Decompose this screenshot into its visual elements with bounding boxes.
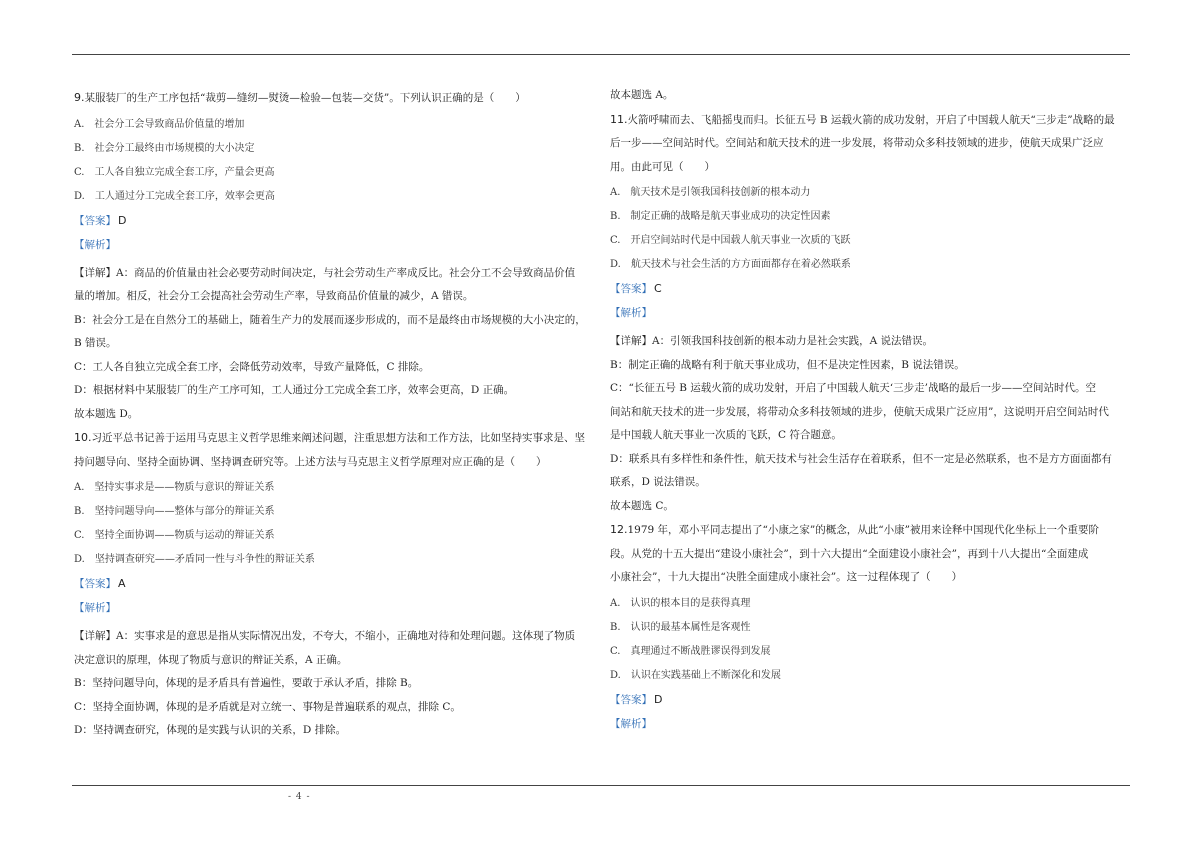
- question-11-analysis-line: B：制定正确的战略有利于航天事业成功，但不是决定性因素，B 说法错误。: [610, 358, 965, 371]
- question-9-stem: 9.某服装厂的生产工序包括“裁剪—缝纫—熨烫—检验—包装—交货”。下列认识正确的是（ ）: [74, 91, 526, 104]
- question-12-option-c: C. 真理通过不断战胜谬误得到发展: [610, 645, 771, 657]
- question-10-analysis-line: 决定意识的原理，体现了物质与意识的辩证关系，A 正确。: [74, 653, 348, 666]
- question-10-conclusion: 故本题选 A。: [610, 89, 674, 101]
- question-12-stem: 12.1979 年，邓小平同志提出了“小康之家”的概念，从此“小康”被用来诠释中国现代化坐标上一个重要阶: [610, 523, 1100, 536]
- question-11-stem-cont: 用。由此可见（ ）: [610, 160, 715, 173]
- question-10-stem-cont: 持问题导向、坚持全面协调、坚持调查研究等。上述方法与马克思主义哲学原理对应正确的是（ ）: [74, 455, 547, 468]
- question-9-analysis-line: 故本题选 D。: [74, 407, 139, 420]
- question-10-option-c: C. 坚持全面协调——物质与运动的辩证关系: [74, 530, 275, 541]
- question-12-answer: 【答案】 D: [610, 692, 663, 706]
- question-11-option-a: A. 航天技术是引领我国科技创新的根本动力: [610, 187, 811, 198]
- footer-rule: [72, 785, 1130, 786]
- question-9-analysis-line: B 错误。: [74, 337, 117, 349]
- left-column: [74, 86, 594, 743]
- question-10-analysis-line: C：坚持全面协调，体现的是矛盾就是对立统一、事物是普遍联系的观点，排除 C。: [74, 700, 461, 713]
- question-11-analysis-line: D：联系具有多样性和条件性，航天技术与社会生活存在着联系，但不一定是必然联系，也不是方方面面都有: [610, 452, 1112, 465]
- page-number: - 4 -: [288, 792, 311, 802]
- question-11-analysis-line: 间站和航天技术的进一步发展，将带动众多科技领域的进步，使航天成果广泛应用”，这说明开启空间站时代: [610, 405, 1109, 418]
- question-10-answer: 【答案】 A: [74, 577, 126, 590]
- question-10-analysis-line: 【详解】A：实事求是的意思是指从实际情况出发，不夸大，不缩小，正确地对待和处理问题。这体现了物质: [74, 630, 576, 642]
- question-10-option-a: A. 坚持实事求是——物质与意识的辩证关系: [74, 482, 275, 493]
- question-11-stem: 11.火箭呼啸而去、飞船摇曳而归。长征五号 B 运载火箭的成功发射，开启了中国载人航天“三步走”战略的最: [610, 112, 1115, 126]
- question-12-stem-cont: 小康社会”，十九大提出“决胜全面建成小康社会”。这一过程体现了（ ）: [610, 571, 963, 583]
- header-rule: [72, 54, 1130, 55]
- question-11-answer: 【答案】 C: [610, 282, 662, 295]
- question-10-analysis-label: 【解析】: [74, 602, 116, 614]
- question-11-analysis-label: 【解析】: [610, 307, 652, 319]
- question-10-stem: 10.习近平总书记善于运用马克思主义哲学思维来阐述问题，注重思想方法和工作方法，比如坚持实事求是、坚: [74, 431, 585, 444]
- question-9-analysis-line: C：工人各自独立完成全套工序，会降低劳动效率，导致产量降低，C 排除。: [74, 360, 430, 373]
- question-9-option-b: B. 社会分工最终由市场规模的大小决定: [74, 142, 255, 154]
- question-9-analysis-line: 【详解】A：商品的价值量由社会必要劳动时间决定，与社会劳动生产率成反比。社会分工不会导致商品价值: [74, 266, 576, 279]
- right-column: [610, 84, 1130, 741]
- question-12-option-b: B. 认识的最基本属性是客观性: [610, 621, 751, 633]
- question-9-analysis-line: 量的增加。相反，社会分工会提高社会劳动生产率，导致商品价值量的减少，A 错误。: [74, 290, 474, 302]
- question-11-analysis-line: C：“长征五号 B 运载火箭的成功发射，开启了中国载人航天‘三步走’战略的最后一步——空间站时代。空: [610, 382, 1096, 394]
- question-11-option-c: C. 开启空间站时代是中国载人航天事业一次质的飞跃: [610, 235, 851, 246]
- question-9-analysis-line: D：根据材料中某服装厂的生产工序可知，工人通过分工完成全套工序，效率会更高，D 正确。: [74, 384, 515, 396]
- question-9-option-c: C. 工人各自独立完成全套工序，产量会更高: [74, 166, 275, 178]
- question-11-analysis-line: 联系，D 说法错误。: [610, 476, 706, 488]
- question-9-option-d: D. 工人通过分工完成全套工序，效率会更高: [74, 190, 275, 202]
- question-9-analysis-label: 【解析】: [74, 238, 116, 251]
- question-11-stem-cont: 后一步——空间站时代。空间站和航天技术的进一步发展，将带动众多科技领域的进步，使航天成果广泛应: [610, 137, 1104, 149]
- question-12-analysis-label: 【解析】: [610, 717, 652, 730]
- question-12-option-a: A. 认识的根本目的是获得真理: [610, 597, 751, 609]
- question-11-option-b: B. 制定正确的战略是航天事业成功的决定性因素: [610, 211, 831, 222]
- question-11-analysis-line: 是中国载人航天事业一次质的飞跃，C 符合题意。: [610, 429, 842, 441]
- question-9-analysis-line: B：社会分工是在自然分工的基础上，随着生产力的发展而逐步形成的，而不是最终由市场规模的大小决定的，: [74, 313, 586, 326]
- question-11-analysis-line: 【详解】A：引领我国科技创新的根本动力是社会实践，A 说法错误。: [610, 335, 934, 347]
- question-10-option-b: B. 坚持问题导向——整体与部分的辩证关系: [74, 506, 275, 517]
- question-11-analysis-line: 故本题选 C。: [610, 499, 674, 512]
- question-9-option-a: A. 社会分工会导致商品价值量的增加: [74, 118, 245, 130]
- question-10-option-d: D. 坚持调查研究——矛盾同一性与斗争性的辩证关系: [74, 554, 315, 565]
- question-10-analysis-line: B：坚持问题导向，体现的是矛盾具有普遍性，要敢于承认矛盾，排除 B。: [74, 677, 419, 689]
- question-11-option-d: D. 航天技术与社会生活的方方面面都存在着必然联系: [610, 259, 851, 270]
- question-12-option-d: D. 认识在实践基础上不断深化和发展: [610, 669, 781, 681]
- question-12-stem-cont: 段。从党的十五大提出“建设小康社会”，到十六大提出“全面建设小康社会”，再到十八大提出“全面建成: [610, 547, 1089, 560]
- question-10-analysis-line: D：坚持调查研究，体现的是实践与认识的关系，D 排除。: [74, 724, 347, 736]
- question-9-answer: 【答案】 D: [74, 213, 127, 227]
